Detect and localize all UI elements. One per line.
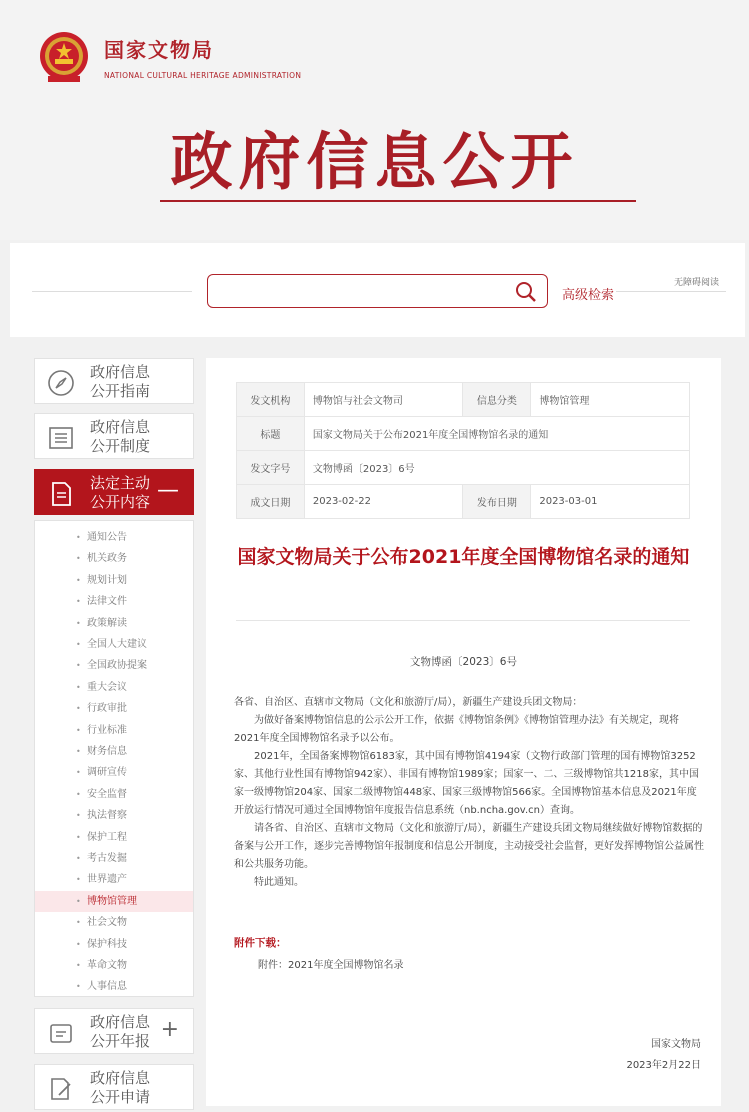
submenu-item[interactable]: • 安全监督 <box>35 784 193 805</box>
attachment-link[interactable]: 附件：2021年度全国博物馆名录 <box>258 960 404 971</box>
national-emblem-icon <box>38 30 90 86</box>
sidebar-item-guide[interactable] <box>34 358 194 404</box>
submenu-item[interactable]: • 行政审批 <box>35 698 193 719</box>
submenu-item[interactable]: • 保护科技 <box>35 934 193 955</box>
banner-divider <box>160 200 636 202</box>
sign-date: 2023年2月22日 <box>626 1060 701 1071</box>
meta-key: 发文机构 <box>237 383 305 417</box>
compass-icon <box>47 369 75 397</box>
meta-value: 2023-02-22 <box>304 485 463 519</box>
document-number: 文物博函〔2023〕6号 <box>410 656 517 668</box>
paragraph: 为做好备案博物馆信息的公示公开工作，依据《博物馆条例》《博物馆管理办法》有关规定，现将2021年度全国博物馆名录予以公布。 <box>234 715 679 744</box>
accessibility-link[interactable]: 无障碍阅读 <box>674 278 720 288</box>
meta-key: 信息分类 <box>463 383 531 417</box>
submenu-item[interactable]: • 全国政协提案 <box>35 655 193 676</box>
logo-subtitle: NATIONAL CULTURAL HERITAGE ADMINISTRATION <box>104 71 302 80</box>
document-title: 国家文物局关于公布2021年度全国博物馆名录的通知 <box>237 546 690 568</box>
submenu-item[interactable]: • 重大会议 <box>35 677 193 698</box>
list-icon <box>47 424 75 452</box>
signer: 国家文物局 <box>651 1039 701 1050</box>
submenu-item[interactable]: • 通知公告 <box>35 527 193 548</box>
collapse-icon[interactable]: — <box>157 478 179 503</box>
expand-icon[interactable]: + <box>160 1017 179 1042</box>
sidebar-item-label: 政府信息 公开指南 <box>90 363 151 400</box>
closing: 特此通知。 <box>254 877 304 888</box>
meta-key: 发文字号 <box>237 451 305 485</box>
meta-value: 博物馆与社会文物司 <box>304 383 463 417</box>
submenu-item[interactable]: • 政策解读 <box>35 613 193 634</box>
main-content <box>206 358 721 1106</box>
sidebar-item-application[interactable] <box>34 1064 194 1110</box>
meta-value: 博物馆管理 <box>531 383 690 417</box>
submenu-item[interactable]: • 保护工程 <box>35 827 193 848</box>
search-left-line <box>32 291 192 292</box>
meta-value: 文物博函〔2023〕6号 <box>304 451 689 485</box>
paragraph: 请各省、自治区、直辖市文物局（文化和旅游厅/局），新疆生产建设兵团文物局继续做好博物馆数据的备案与公开工作，逐步完善博物馆年报制度和信息公开制度，主动接受社会监督，更好发挥博物馆公益属性和公共服务功能。 <box>234 823 704 870</box>
document-icon <box>47 480 75 508</box>
meta-value: 2023-03-01 <box>531 485 690 519</box>
submenu-item[interactable]: • 财务信息 <box>35 741 193 762</box>
advanced-search-link[interactable]: 高级检索 <box>562 288 615 303</box>
submenu-item[interactable]: • 规划计划 <box>35 570 193 591</box>
sidebar-item-label: 政府信息 公开制度 <box>90 418 151 455</box>
edit-icon <box>47 1075 75 1103</box>
title-divider <box>236 620 690 621</box>
submenu-item[interactable]: • 全国人大建议 <box>35 634 193 655</box>
search-bar <box>10 243 745 337</box>
submenu-item[interactable]: • 博物馆管理 <box>35 891 193 912</box>
document-body <box>234 694 704 892</box>
site-header <box>0 0 749 240</box>
search-right-line <box>616 291 726 292</box>
meta-key: 发布日期 <box>463 485 531 519</box>
paragraph: 2021年，全国备案博物馆6183家，其中国有博物馆4194家（文物行政部门管理的国有博物馆3252家、其他行业性国有博物馆942家）、非国有博物馆1989家；国家一、二、三级博物馆共1218家，其中国家一级博物馆204家、国家二级博物馆448家、国家三级博物馆566家。全国博物馆基本信息及2021年度开放运行情况可通过全国博物馆年度报告信息系统（nb.ncha.gov.cn）查询。 <box>234 751 699 816</box>
attachment-heading: 附件下载： <box>234 937 287 949</box>
salutation: 各省、自治区、直辖市文物局（文化和旅游厅/局），新疆生产建设兵团文物局： <box>234 697 583 708</box>
meta-key: 标题 <box>237 417 305 451</box>
sidebar-item-label: 法定主动 公开内容 <box>90 474 151 511</box>
sidebar-item-label: 政府信息 公开年报 <box>90 1013 151 1050</box>
submenu-item[interactable]: • 调研宣传 <box>35 762 193 783</box>
logo-title[interactable]: 国家文物局 <box>104 38 214 62</box>
document-meta-table <box>236 382 690 519</box>
submenu-item[interactable]: • 社会文物 <box>35 912 193 933</box>
page-banner-title: 政府信息公开 <box>170 125 579 198</box>
sidebar-item-annual-report[interactable] <box>34 1008 194 1054</box>
submenu-item[interactable]: • 人事信息 <box>35 976 193 997</box>
submenu-item[interactable]: • 考古发掘 <box>35 848 193 869</box>
submenu-item[interactable]: • 机关政务 <box>35 548 193 569</box>
submenu-item[interactable]: • 革命文物 <box>35 955 193 976</box>
search-icon[interactable] <box>513 280 539 304</box>
sidebar-submenu <box>34 520 194 997</box>
meta-value: 国家文物局关于公布2021年度全国博物馆名录的通知 <box>304 417 689 451</box>
search-input[interactable] <box>207 274 548 308</box>
sidebar-item-statutory[interactable] <box>34 469 194 515</box>
submenu-item[interactable]: • 法律文件 <box>35 591 193 612</box>
submenu-item[interactable]: • 执法督察 <box>35 805 193 826</box>
meta-key: 成文日期 <box>237 485 305 519</box>
sidebar-item-system[interactable] <box>34 413 194 459</box>
submenu-item[interactable]: • 世界遗产 <box>35 869 193 890</box>
sidebar-item-label: 政府信息 公开申请 <box>90 1069 151 1106</box>
report-icon <box>47 1019 75 1047</box>
submenu-item[interactable]: • 行业标准 <box>35 720 193 741</box>
